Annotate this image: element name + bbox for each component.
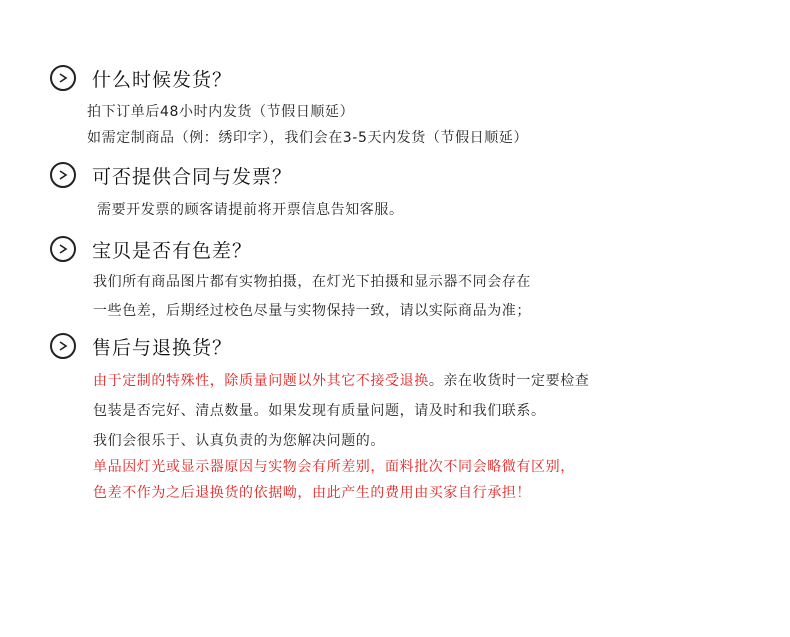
faq-question-color-difference [50, 234, 252, 264]
faq-question-shipping [50, 63, 232, 93]
answer-line: 一些色差，后期经过校色尽量与实物保持一致，请以实际商品为准； [93, 303, 531, 319]
question-title: 宝贝是否有色差？ [92, 239, 253, 262]
answer-line: 需要开发票的顾客请提前将开票信息告知客服。 [97, 202, 404, 218]
faq-question-after-sales [50, 331, 232, 361]
chevron-right-icon [50, 65, 76, 91]
chevron-right-icon [50, 333, 76, 359]
question-title: 可否提供合同与发票？ [92, 165, 293, 188]
answer-line [93, 370, 589, 390]
question-title: 什么时候发货？ [92, 68, 233, 91]
answer-line-red: 色差不作为之后退换货的依据呦，由此产生的费用由买家自行承担！ [93, 485, 531, 501]
question-title: 售后与退换货？ [92, 336, 233, 359]
answer-line: 我们会很乐于、认真负责的为您解决问题的。 [93, 433, 385, 449]
answer-line-rest: 。亲在收货时一定要检查 [428, 373, 590, 389]
answer-line: 如需定制商品（例：绣印字），我们会在3-5天内发货（节假日顺延） [87, 130, 529, 146]
answer-line-red-part: 由于定制的特殊性，除质量问题以外其它不接受退换 [93, 373, 429, 389]
chevron-right-icon [50, 236, 76, 262]
answer-line: 我们所有商品图片都有实物拍摄，在灯光下拍摄和显示器不同会存在 [93, 274, 531, 290]
answer-line: 包装是否完好、清点数量。如果发现有质量问题，请及时和我们联系。 [93, 403, 546, 419]
answer-line-red: 单品因灯光或显示器原因与实物会有所差别，面料批次不同会略微有区别， [93, 459, 575, 475]
faq-question-invoice [50, 160, 292, 190]
answer-line: 拍下订单后48小时内发货（节假日顺延） [87, 104, 355, 120]
chevron-right-icon [50, 162, 76, 188]
